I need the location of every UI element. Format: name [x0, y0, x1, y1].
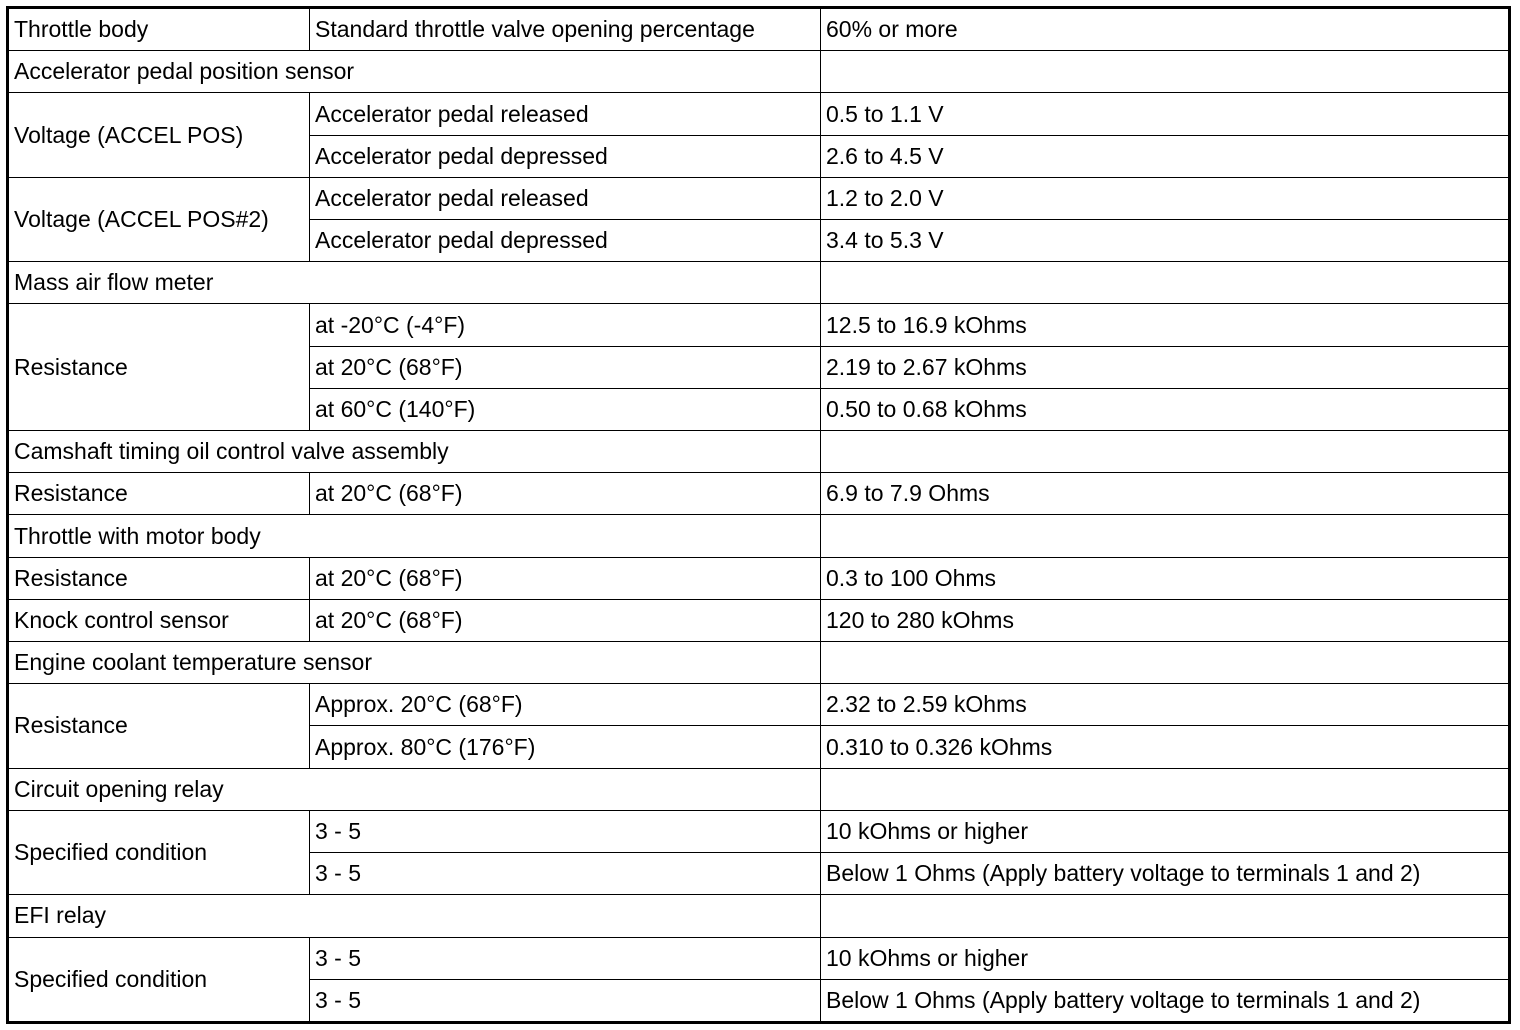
section-row — [8, 51, 1510, 93]
section-row — [8, 642, 1510, 684]
spec-table-body — [8, 8, 1510, 1023]
section-row — [8, 262, 1510, 304]
condition-cell: 3 - 5 — [310, 810, 821, 852]
condition-cell: at 60°C (140°F) — [310, 388, 821, 430]
condition-cell: Approx. 20°C (68°F) — [310, 684, 821, 726]
condition-cell: Accelerator pedal depressed — [310, 220, 821, 262]
condition-cell: Standard throttle valve opening percentage — [310, 8, 821, 51]
condition-cell: Accelerator pedal released — [310, 177, 821, 219]
section-title-cell: Camshaft timing oil control valve assembly — [8, 431, 821, 473]
condition-cell: at 20°C (68°F) — [310, 599, 821, 641]
section-title-cell: Accelerator pedal position sensor — [8, 51, 821, 93]
section-row — [8, 768, 1510, 810]
item-cell: Resistance — [8, 684, 310, 768]
item-cell: Resistance — [8, 473, 310, 515]
item-cell: Voltage (ACCEL POS) — [8, 93, 310, 177]
spec-value-cell: 2.19 to 2.67 kOhms — [821, 346, 1510, 388]
section-title-cell: Circuit opening relay — [8, 768, 821, 810]
condition-cell: at 20°C (68°F) — [310, 473, 821, 515]
spec-value-cell: 0.310 to 0.326 kOhms — [821, 726, 1510, 768]
section-title-cell: Mass air flow meter — [8, 262, 821, 304]
section-row — [8, 895, 1510, 937]
item-cell: Knock control sensor — [8, 599, 310, 641]
item-cell: Specified condition — [8, 937, 310, 1023]
item-cell: Resistance — [8, 304, 310, 431]
section-empty-cell — [821, 431, 1510, 473]
section-title-cell: Engine coolant temperature sensor — [8, 642, 821, 684]
section-row — [8, 431, 1510, 473]
section-empty-cell — [821, 768, 1510, 810]
condition-cell: at 20°C (68°F) — [310, 557, 821, 599]
condition-cell: Approx. 80°C (176°F) — [310, 726, 821, 768]
condition-cell: at 20°C (68°F) — [310, 346, 821, 388]
section-title-cell: EFI relay — [8, 895, 821, 937]
table-row — [8, 810, 1510, 852]
condition-cell: at -20°C (-4°F) — [310, 304, 821, 346]
table-row — [8, 937, 1510, 979]
table-row — [8, 8, 1510, 51]
spec-value-cell: 60% or more — [821, 8, 1510, 51]
spec-value-cell: 12.5 to 16.9 kOhms — [821, 304, 1510, 346]
spec-table — [6, 6, 1511, 1024]
item-cell: Throttle body — [8, 8, 310, 51]
section-empty-cell — [821, 895, 1510, 937]
spec-value-cell: Below 1 Ohms (Apply battery voltage to terminals 1 and 2) — [821, 853, 1510, 895]
table-row — [8, 304, 1510, 346]
condition-cell: Accelerator pedal depressed — [310, 135, 821, 177]
condition-cell: 3 - 5 — [310, 853, 821, 895]
condition-cell: 3 - 5 — [310, 937, 821, 979]
condition-cell: 3 - 5 — [310, 979, 821, 1022]
section-empty-cell — [821, 51, 1510, 93]
spec-value-cell: Below 1 Ohms (Apply battery voltage to terminals 1 and 2) — [821, 979, 1510, 1022]
section-empty-cell — [821, 642, 1510, 684]
section-row — [8, 515, 1510, 557]
table-row — [8, 177, 1510, 219]
spec-value-cell: 6.9 to 7.9 Ohms — [821, 473, 1510, 515]
section-empty-cell — [821, 262, 1510, 304]
spec-value-cell: 0.3 to 100 Ohms — [821, 557, 1510, 599]
spec-value-cell: 120 to 280 kOhms — [821, 599, 1510, 641]
item-cell: Resistance — [8, 557, 310, 599]
section-empty-cell — [821, 515, 1510, 557]
item-cell: Specified condition — [8, 810, 310, 894]
spec-value-cell: 10 kOhms or higher — [821, 810, 1510, 852]
table-row — [8, 93, 1510, 135]
spec-value-cell: 2.32 to 2.59 kOhms — [821, 684, 1510, 726]
spec-value-cell: 3.4 to 5.3 V — [821, 220, 1510, 262]
spec-value-cell: 0.50 to 0.68 kOhms — [821, 388, 1510, 430]
spec-value-cell: 1.2 to 2.0 V — [821, 177, 1510, 219]
table-row — [8, 473, 1510, 515]
spec-value-cell: 2.6 to 4.5 V — [821, 135, 1510, 177]
condition-cell: Accelerator pedal released — [310, 93, 821, 135]
table-row — [8, 599, 1510, 641]
table-row — [8, 557, 1510, 599]
spec-value-cell: 10 kOhms or higher — [821, 937, 1510, 979]
spec-value-cell: 0.5 to 1.1 V — [821, 93, 1510, 135]
item-cell: Voltage (ACCEL POS#2) — [8, 177, 310, 261]
table-row — [8, 684, 1510, 726]
section-title-cell: Throttle with motor body — [8, 515, 821, 557]
